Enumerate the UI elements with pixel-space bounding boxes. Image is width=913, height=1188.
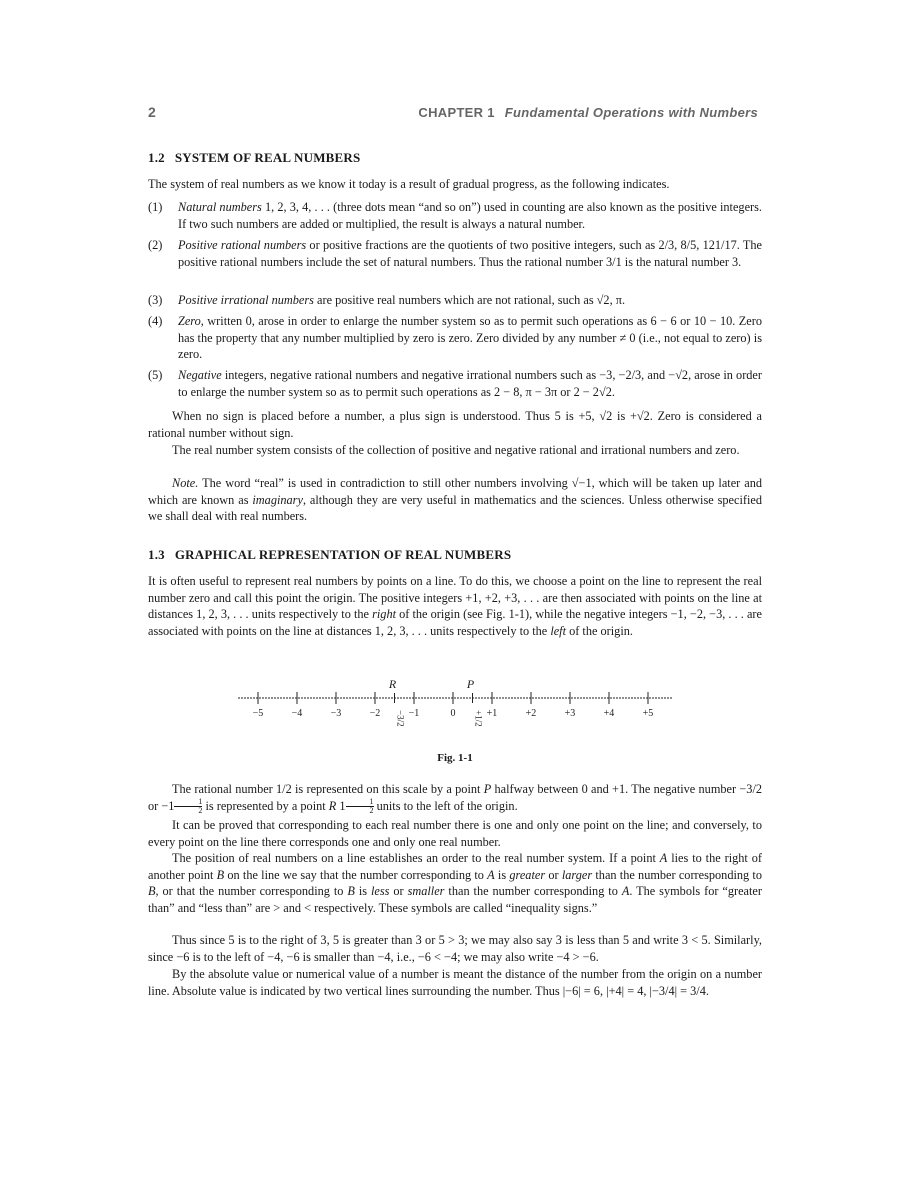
section-intro: The system of real numbers as we know it today is a result of gradual progress, as the following indicates. — [148, 177, 670, 191]
paragraph-note — [148, 475, 762, 525]
fraction-half — [346, 798, 374, 815]
section-heading-1-2 — [148, 150, 360, 166]
text-run: The rational number 1/2 is represented on this scale by a point — [172, 782, 484, 796]
text-run: or — [389, 884, 408, 899]
text-run: lies to the right of another point — [148, 851, 762, 882]
item-term: Positive rational numbers — [178, 238, 307, 252]
note-term: imaginary — [252, 492, 303, 507]
var-a: A — [621, 884, 630, 899]
tick-label: −5 — [252, 708, 264, 719]
var-a: A — [487, 867, 495, 882]
list-item — [148, 292, 762, 309]
paragraph-absolute-value: By the absolute value or numerical value of a number is meant the distance of the number from the origin on a number line. Absolute value is indicated by two vertical lines surrounding the number. Thus |−6| = 6, |+4| = 4, |−3/4| = 3/4. — [148, 967, 762, 998]
text-run: is — [494, 867, 510, 882]
tick-label: −1 — [408, 708, 420, 719]
note-text-b: , although they are very useful in mathematics and the sciences. Unless otherwise specified we shall deal with real numbers. — [148, 492, 762, 524]
paragraph-order — [148, 850, 762, 916]
fraction-denominator: 2 — [198, 806, 203, 816]
text-run: halfway between 0 and +1. The negative number −3/2 or −1 — [148, 782, 763, 813]
tick-label: +1 — [486, 708, 498, 719]
point-r-ref: R — [328, 798, 337, 813]
chapter-number: CHAPTER 1 — [418, 105, 495, 120]
text-run: 1 — [336, 798, 346, 813]
var-a: A — [659, 851, 668, 865]
note-text-a: The word “real” is used in contradiction to still other numbers involving √−1, which will be taken up later and which are known as — [148, 476, 762, 507]
tick-label: +5 — [642, 708, 654, 719]
paragraph-example: Thus since 5 is to the right of 3, 5 is greater than 3 or 5 > 3; we may also say 3 is less than 5 and write 3 < 5. Similarly, since −6 is to the left of −4, −6 is smaller than −4, i.e., −6 < −4; we may also write −4 > −6. — [148, 933, 762, 964]
list-item — [148, 237, 762, 270]
point-value-label: +1/2 — [473, 710, 484, 727]
var-b: B — [216, 867, 225, 882]
text-run: . The symbols for “greater than” and “less than” are > and < respectively. These symbols are called “inequality signs.” — [148, 884, 762, 915]
text-run: is — [354, 884, 371, 899]
chapter-title: Fundamental Operations with Numbers — [504, 105, 758, 120]
text-run: of the origin (see Fig. 1-1), while the negative integers −1, −2, −3, . . . are associated with points on the line at distances 1, 2, 3, . . . units respectively to the — [148, 607, 762, 638]
text-run: is represented by a point — [202, 798, 329, 813]
item-term: Negative — [178, 368, 222, 382]
text-run: , or that the number corresponding to — [155, 884, 348, 899]
section-title: SYSTEM OF REAL NUMBERS — [174, 150, 361, 165]
item-text: 1, 2, 3, 4, . . . (three dots mean “and so on”) used in counting are also known as the positive integers. If two such numbers are added or multiplied, the result is always a natural number. — [178, 200, 762, 231]
fraction-half — [174, 798, 202, 815]
tick-label: −2 — [369, 708, 381, 719]
text-run: units to the left of the origin. — [373, 798, 518, 813]
fraction-numerator: 1 — [174, 798, 202, 807]
item-text: , written 0, arose in order to enlarge the number system so as to permit such operations as 6 − 6 or 10 − 10. Zero has the property that any number multiplied by zero is zero. Zero divided by any number ≠ 0 (i.e., not equal to zero) is zero. — [178, 314, 762, 362]
number-line-figure — [238, 676, 678, 736]
item-term: Natural numbers — [178, 200, 262, 214]
list-item — [148, 199, 762, 232]
item-text: are positive real numbers which are not rational, such as √2, π. — [313, 293, 626, 307]
section-number: 1.2 — [148, 150, 165, 165]
text-run: The position of real numbers on a line establishes an order to the real number system. If a point — [172, 851, 660, 865]
running-head — [148, 104, 762, 124]
text-run: on the line we say that the number corresponding to — [224, 867, 488, 882]
chapter-label — [418, 105, 758, 120]
fraction-denominator: 2 — [369, 806, 374, 816]
paragraph-rational — [148, 781, 762, 815]
paragraph-sign: When no sign is placed before a number, a plus sign is understood. Thus 5 is +5, √2 is +√2. Zero is considered a rational number without sign. — [148, 409, 762, 440]
var-b: B — [148, 884, 156, 899]
point-value-label: −3/2 — [395, 710, 406, 727]
item-label: (3) — [148, 293, 163, 307]
tick-label: −3 — [330, 708, 342, 719]
section-number: 1.3 — [148, 547, 165, 562]
emphasis-left: left — [550, 623, 567, 638]
emphasis-larger: larger — [561, 867, 593, 882]
section-heading-1-3 — [148, 547, 511, 563]
item-label: (4) — [148, 314, 163, 328]
tick-label: +4 — [603, 708, 615, 719]
emphasis-greater: greater — [509, 867, 546, 882]
page-number: 2 — [148, 104, 156, 120]
figure-caption: Fig. 1-1 — [437, 752, 473, 764]
text-run: of the origin. — [566, 623, 633, 638]
var-b: B — [347, 884, 355, 899]
note-label: Note. — [172, 476, 199, 490]
tick-label: +2 — [525, 708, 537, 719]
item-text: integers, negative rational numbers and negative irrational numbers such as −3, −2/3, and −√2, arose in order to enlarge the number system so as to permit such operations as 2 − 8, π − 3π or 2 − 2√2. — [178, 368, 762, 399]
paragraph-system: The real number system consists of the collection of positive and negative rational and irrational numbers and zero. — [172, 443, 740, 457]
fraction-numerator: 1 — [346, 798, 374, 807]
tick-label: 0 — [450, 708, 456, 719]
list-item — [148, 313, 762, 363]
tick-label: +3 — [564, 708, 576, 719]
text-run: or — [545, 867, 562, 882]
text-run: than the number corresponding to — [444, 884, 622, 899]
section-title: GRAPHICAL REPRESENTATION OF REAL NUMBERS — [174, 547, 512, 562]
item-label: (5) — [148, 368, 163, 382]
item-term: Positive irrational numbers — [178, 293, 314, 307]
text-run: It is often useful to represent real numbers by points on a line. To do this, we choose a point on the line to represent the real number zero and call this point the origin. The positive integers +1, +2, +3, . . . are then associated with points on the line at distances 1, 2, 3, . . . units respectively to the — [148, 574, 762, 622]
paragraph-correspondence: It can be proved that corresponding to each real number there is one and only one point on the line; and conversely, to every point on the line there corresponds one and only one real number. — [148, 818, 762, 849]
point-p-ref: P — [483, 782, 492, 796]
text-run: than the number corresponding to — [592, 867, 762, 882]
point-label: P — [466, 677, 475, 691]
emphasis-right: right — [372, 607, 397, 622]
item-text: or positive fractions are the quotients of two positive integers, such as 2/3, 8/5, 121/17. The positive rational numbers include the set of natural numbers. Thus the rational number 3/1 is the natural number 3. — [178, 238, 763, 269]
item-term: Zero — [178, 314, 201, 328]
emphasis-less: less — [370, 884, 390, 899]
paragraph-graphical — [148, 573, 762, 639]
point-label: R — [388, 677, 397, 691]
item-label: (2) — [148, 238, 163, 252]
tick-label: −4 — [291, 708, 303, 719]
item-label: (1) — [148, 200, 163, 214]
list-item — [148, 367, 762, 400]
emphasis-smaller: smaller — [407, 884, 445, 899]
